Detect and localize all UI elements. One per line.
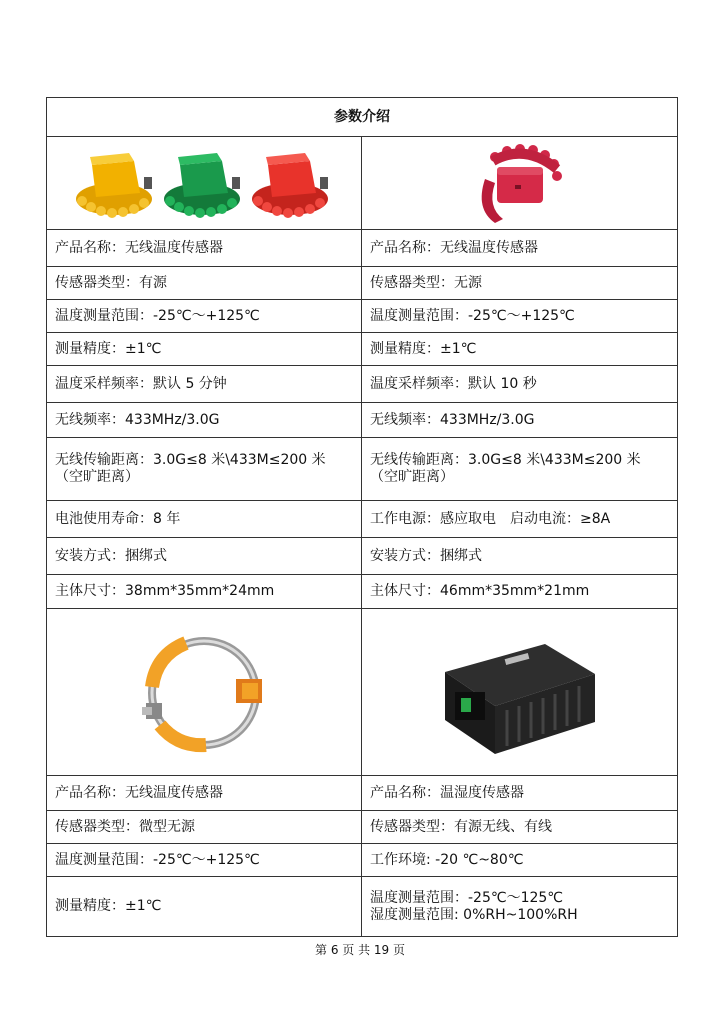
right-spec-distance [362,438,678,501]
left-spec-distance-line1: 无线传输距离：3.0G≤8 米\433M≤200 米 [55,452,326,469]
left-spec-install: 安装方式：捆绑式 [47,538,362,575]
left2-spec-name: 产品名称：无线温度传感器 [47,776,362,811]
right-spec-name: 产品名称：无线温度传感器 [362,230,678,267]
right2-spec-ranges [362,877,678,937]
right2-spec-type: 传感器类型：有源无线、有线 [362,811,678,844]
right-spec-accuracy: 测量精度：±1℃ [362,333,678,366]
right-spec-temp-range: 温度测量范围：-25℃～+125℃ [362,300,678,333]
right-spec-size: 主体尺寸：46mm*35mm*21mm [362,575,678,609]
page-footer: 第 6 页 共 19 页 [315,943,405,957]
left2-spec-temp-range: 温度测量范围：-25℃～+125℃ [47,844,362,877]
left-spec-name: 产品名称：无线温度传感器 [47,230,362,267]
right2-spec-humidity-range: 湿度测量范围: 0%RH~100%RH [370,906,578,923]
spec-table [46,97,678,937]
left-spec-type: 传感器类型：有源 [47,267,362,300]
right-spec-install: 安装方式：捆绑式 [362,538,678,575]
product-image-passive-sensor [362,137,678,230]
left-spec-distance-line2: （空旷距离） [55,469,139,485]
right2-spec-environment: 工作环境: -20 ℃~80℃ [362,844,678,877]
left-spec-size: 主体尺寸：38mm*35mm*24mm [47,575,362,609]
right-spec-distance-line1: 无线传输距离：3.0G≤8 米\433M≤200 米 [370,452,641,469]
product-image-ring-sensor [47,609,362,776]
product-image-active-sensors [47,137,362,230]
left-spec-frequency: 无线频率：433MHz/3.0G [47,403,362,438]
ring-clamp-sensor-icon [134,627,274,757]
left-spec-temp-range: 温度测量范围：-25℃～+125℃ [47,300,362,333]
left-spec-battery: 电池使用寿命：8 年 [47,501,362,538]
table-title: 参数介绍 [47,98,678,137]
left-spec-sampling: 温度采样频率：默认 5 分钟 [47,366,362,403]
right-spec-frequency: 无线频率：433MHz/3.0G [362,403,678,438]
left2-spec-accuracy: 测量精度：±1℃ [47,877,362,937]
right-spec-power: 工作电源：感应取电 启动电流：≥8A [362,501,678,538]
right-spec-type: 传感器类型：无源 [362,267,678,300]
right2-spec-temp-range: 温度测量范围：-25℃～125℃ [370,889,564,906]
right2-spec-name: 产品名称：温湿度传感器 [362,776,678,811]
right-spec-sampling: 温度采样频率：默认 10 秒 [362,366,678,403]
right-spec-distance-line2: （空旷距离） [370,469,454,485]
product-image-humidity-sensor [362,609,678,776]
left-spec-accuracy: 测量精度：±1℃ [47,333,362,366]
left2-spec-type: 传感器类型：微型无源 [47,811,362,844]
temperature-humidity-sensor-icon [435,622,605,762]
wireless-temperature-sensors-icon [74,143,334,223]
passive-strap-sensor-icon [465,139,575,227]
left-spec-distance [47,438,362,501]
